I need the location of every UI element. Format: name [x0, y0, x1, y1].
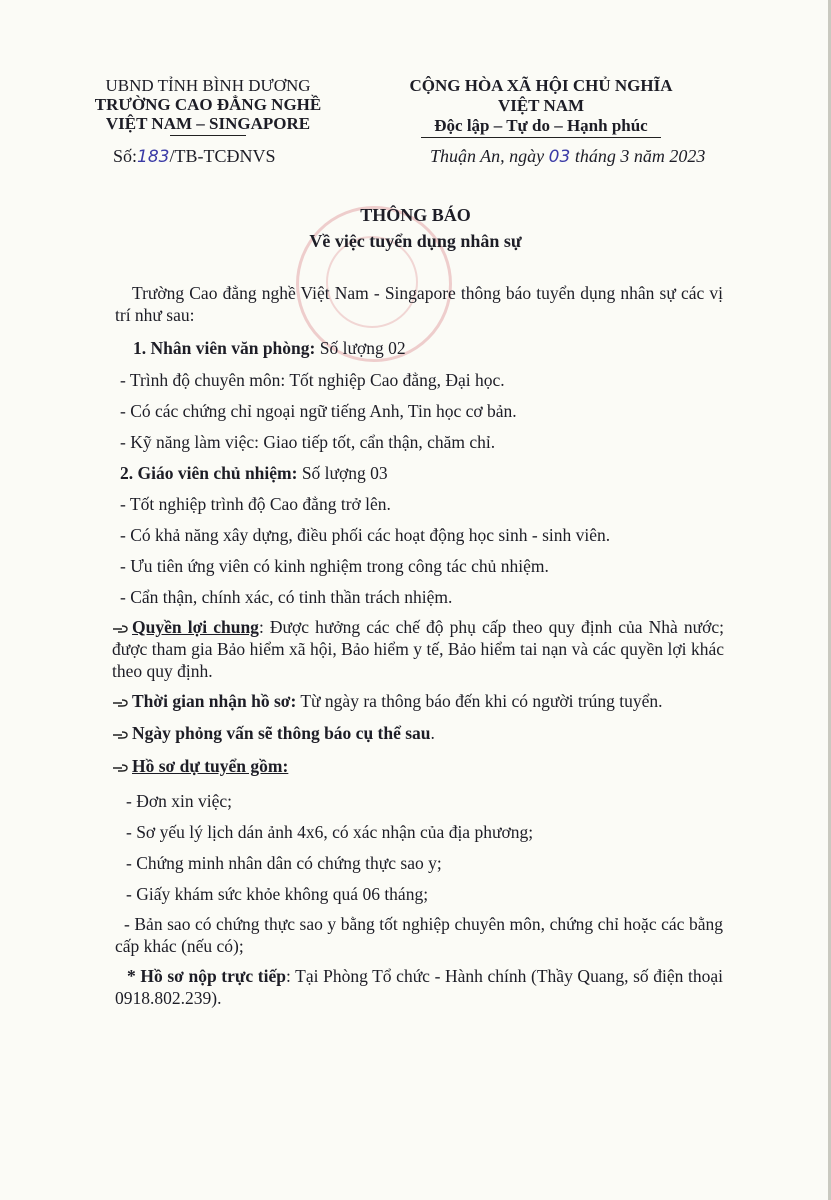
interview-note-end: .	[430, 723, 435, 743]
dossier-item: - Đơn xin việc;	[126, 791, 232, 811]
position2-item: - Có khả năng xây dựng, điều phối các hoạt động học sinh - sinh viên.	[120, 525, 611, 545]
position1-heading-line	[133, 337, 406, 359]
date-handwritten-day: 03	[548, 147, 571, 167]
national-motto	[392, 76, 690, 138]
authority-underline	[170, 135, 246, 136]
dossier-heading-line	[112, 755, 288, 777]
motto-line1: CỘNG HÒA XÃ HỘI CHỦ NGHĨA VIỆT NAM	[409, 76, 673, 115]
motto-line2: Độc lập – Tự do – Hạnh phúc	[434, 116, 648, 135]
position1-count: Số lượng 02	[315, 338, 406, 358]
benefits-text: : Được hưởng các chế độ phụ cấp theo quy định của Nhà nước; được tham gia Bảo hiểm xã hội, Bảo hiểm y tế, Bảo hiểm tai nạn và các quyền lợi khác theo quy định.	[112, 617, 724, 681]
receive-time-text: Từ ngày ra thông báo đến khi có người trúng tuyển.	[296, 691, 663, 711]
position2-heading: 2. Giáo viên chủ nhiệm:	[120, 463, 298, 483]
dossier-label: Hồ sơ dự tuyển gồm:	[132, 756, 289, 776]
dossier-last-item: - Bản sao có chứng thực sao y bằng tốt nghiệp chuyên môn, chứng chỉ hoặc các bằng cấp khác (nếu có);	[115, 914, 723, 956]
benefits-label: Quyền lợi chung	[132, 617, 259, 637]
document-title: THÔNG BÁO	[360, 205, 471, 225]
position1-heading: 1. Nhân viên văn phòng:	[133, 338, 316, 358]
position2-item: - Tốt nghiệp trình độ Cao đẳng trở lên.	[120, 494, 391, 514]
pointing-hand-icon	[112, 763, 128, 773]
authority-line1: UBND TỈNH BÌNH DƯƠNG	[105, 76, 311, 95]
document-number	[113, 146, 275, 167]
submit-label: * Hồ sơ nộp trực tiếp	[127, 966, 286, 986]
authority-line3: VIỆT NAM – SINGAPORE	[105, 114, 311, 133]
submit-text: : Tại Phòng Tổ chức - Hành chính (Thầy Quang, số điện thoại 0918.802.239).	[115, 966, 723, 1008]
date-prefix: Thuận An, ngày	[430, 146, 545, 166]
dossier-item: - Sơ yếu lý lịch dán ảnh 4x6, có xác nhận của địa phương;	[126, 822, 534, 842]
doc-number-suffix: /TB-TCĐNVS	[169, 146, 276, 166]
intro-paragraph: Trường Cao đẳng nghề Việt Nam - Singapore thông báo tuyển dụng nhân sự các vị trí như sau:	[115, 283, 723, 325]
pointing-hand-icon	[112, 730, 128, 740]
document-subtitle: Về việc tuyển dụng nhân sự	[309, 231, 522, 251]
pointing-hand-icon	[112, 698, 128, 708]
receive-time-label: Thời gian nhận hồ sơ:	[132, 691, 297, 711]
motto-underline	[421, 137, 661, 138]
position2-item: - Cẩn thận, chính xác, có tinh thần trách nhiệm.	[120, 587, 453, 607]
date-suffix: tháng 3 năm 2023	[574, 146, 706, 166]
interview-note: Ngày phỏng vấn sẽ thông báo cụ thể sau	[132, 723, 431, 743]
issuing-authority	[88, 76, 328, 136]
date-line	[430, 146, 705, 167]
dossier-item: - Giấy khám sức khỏe không quá 06 tháng;	[126, 884, 429, 904]
position2-count: Số lượng 03	[297, 463, 388, 483]
position1-item: - Có các chứng chỉ ngoại ngữ tiếng Anh, Tin học cơ bản.	[120, 401, 517, 421]
authority-line2: TRƯỜNG CAO ĐẲNG NGHỀ	[94, 95, 322, 114]
doc-number-handwritten: 183	[137, 147, 170, 167]
pointing-hand-icon	[112, 624, 128, 634]
position2-item: - Ưu tiên ứng viên có kinh nghiệm trong công tác chủ nhiệm.	[120, 556, 549, 576]
receive-time-line	[112, 690, 662, 712]
position1-item: - Trình độ chuyên môn: Tốt nghiệp Cao đẳng, Đại học.	[120, 370, 505, 390]
submit-paragraph	[115, 965, 723, 1009]
dossier-item: - Chứng minh nhân dân có chứng thực sao y;	[126, 853, 442, 873]
benefits-paragraph	[112, 616, 724, 682]
position2-heading-line	[120, 462, 388, 484]
doc-number-prefix: Số:	[113, 146, 138, 166]
position1-item: - Kỹ năng làm việc: Giao tiếp tốt, cẩn thận, chăm chỉ.	[120, 432, 496, 452]
interview-line	[112, 722, 435, 744]
